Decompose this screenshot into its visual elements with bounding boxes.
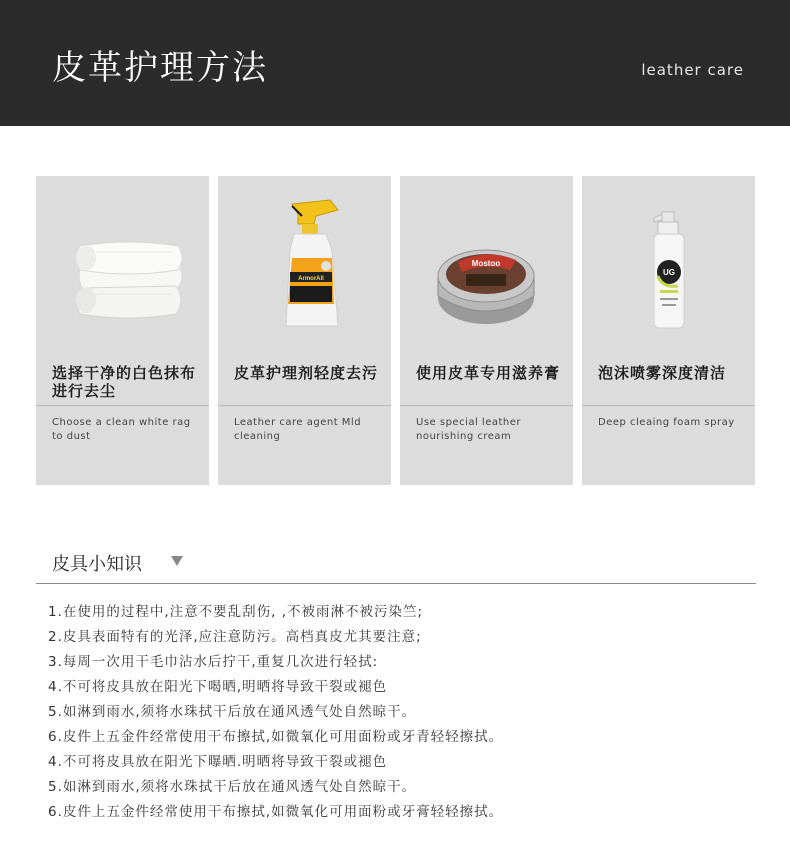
card-title-cn: 皮革护理剂轻度去污	[234, 364, 379, 382]
card-title-cn: 选择干净的白色抹布进行去尘	[52, 364, 197, 400]
card-title-en: Deep cleaing foam spray	[598, 417, 735, 428]
foam-label: UG	[663, 268, 675, 277]
knowledge-tips	[48, 600, 768, 825]
tip-item: 5.如淋到雨水,须将水珠拭干后放在通风透气处自然晾干。	[48, 779, 417, 795]
care-card-cream	[400, 176, 573, 485]
tip-item: 4.不可将皮具放在阳光下喝晒,明晒将导致干裂或褪色	[48, 679, 388, 695]
care-card-dust	[36, 176, 209, 485]
card-divider	[582, 405, 755, 406]
page-header	[0, 0, 790, 126]
care-card-cleaner	[218, 176, 391, 485]
tip-item: 6.皮件上五金件经常使用干布擦拭,如微氧化可用面粉或牙膏轻轻擦拭。	[48, 804, 504, 820]
towel-icon	[36, 176, 209, 351]
care-steps	[36, 176, 756, 486]
card-title-en: Choose a clean white rag to dust	[52, 417, 191, 442]
card-divider	[36, 405, 209, 406]
knowledge-divider	[36, 583, 756, 584]
tip-item: 6.皮件上五金件经常使用干布擦拭,如微氧化可用面粉或牙青轻轻擦拭。	[48, 729, 504, 745]
card-divider	[218, 405, 391, 406]
knowledge-title: 皮具小知识	[52, 554, 142, 575]
card-title-cn: 使用皮革专用滋养膏	[416, 364, 561, 382]
chevron-down-icon[interactable]	[171, 556, 183, 566]
card-title-cn: 泡沫喷雾深度清洁	[598, 364, 727, 382]
tip-item: 5.如淋到雨水,须将水珠拭干后放在通风透气处自然晾干。	[48, 704, 417, 720]
card-divider	[400, 405, 573, 406]
tip-item: 1.在使用的过程中,注意不要乱刮伤, ,不被雨淋不被污染竺;	[48, 604, 424, 620]
page-title: 皮革护理方法	[52, 48, 268, 88]
tip-item: 3.每周一次用干毛巾沾水后拧干,重复几次进行轻拭:	[48, 654, 379, 670]
cream-tin-icon	[400, 176, 573, 351]
tip-item: 4.不可将皮具放在阳光下曝晒.明晒将导致干裂或褪色	[48, 754, 388, 770]
page-subtitle: leather care	[641, 61, 744, 79]
tip-item: 2.皮具表面特有的光泽,应注意防污。高档真皮尤其要注意;	[48, 629, 422, 645]
spray-bottle-icon	[218, 176, 391, 351]
card-title-en: Leather care agent Mld cleaning	[234, 417, 362, 442]
care-card-foam	[582, 176, 755, 485]
spray-label: ArmorAll	[298, 276, 324, 282]
foam-bottle-icon	[582, 176, 755, 351]
card-title-en: Use special leather nourishing cream	[416, 417, 522, 442]
cream-label: Mostoo	[471, 259, 501, 268]
